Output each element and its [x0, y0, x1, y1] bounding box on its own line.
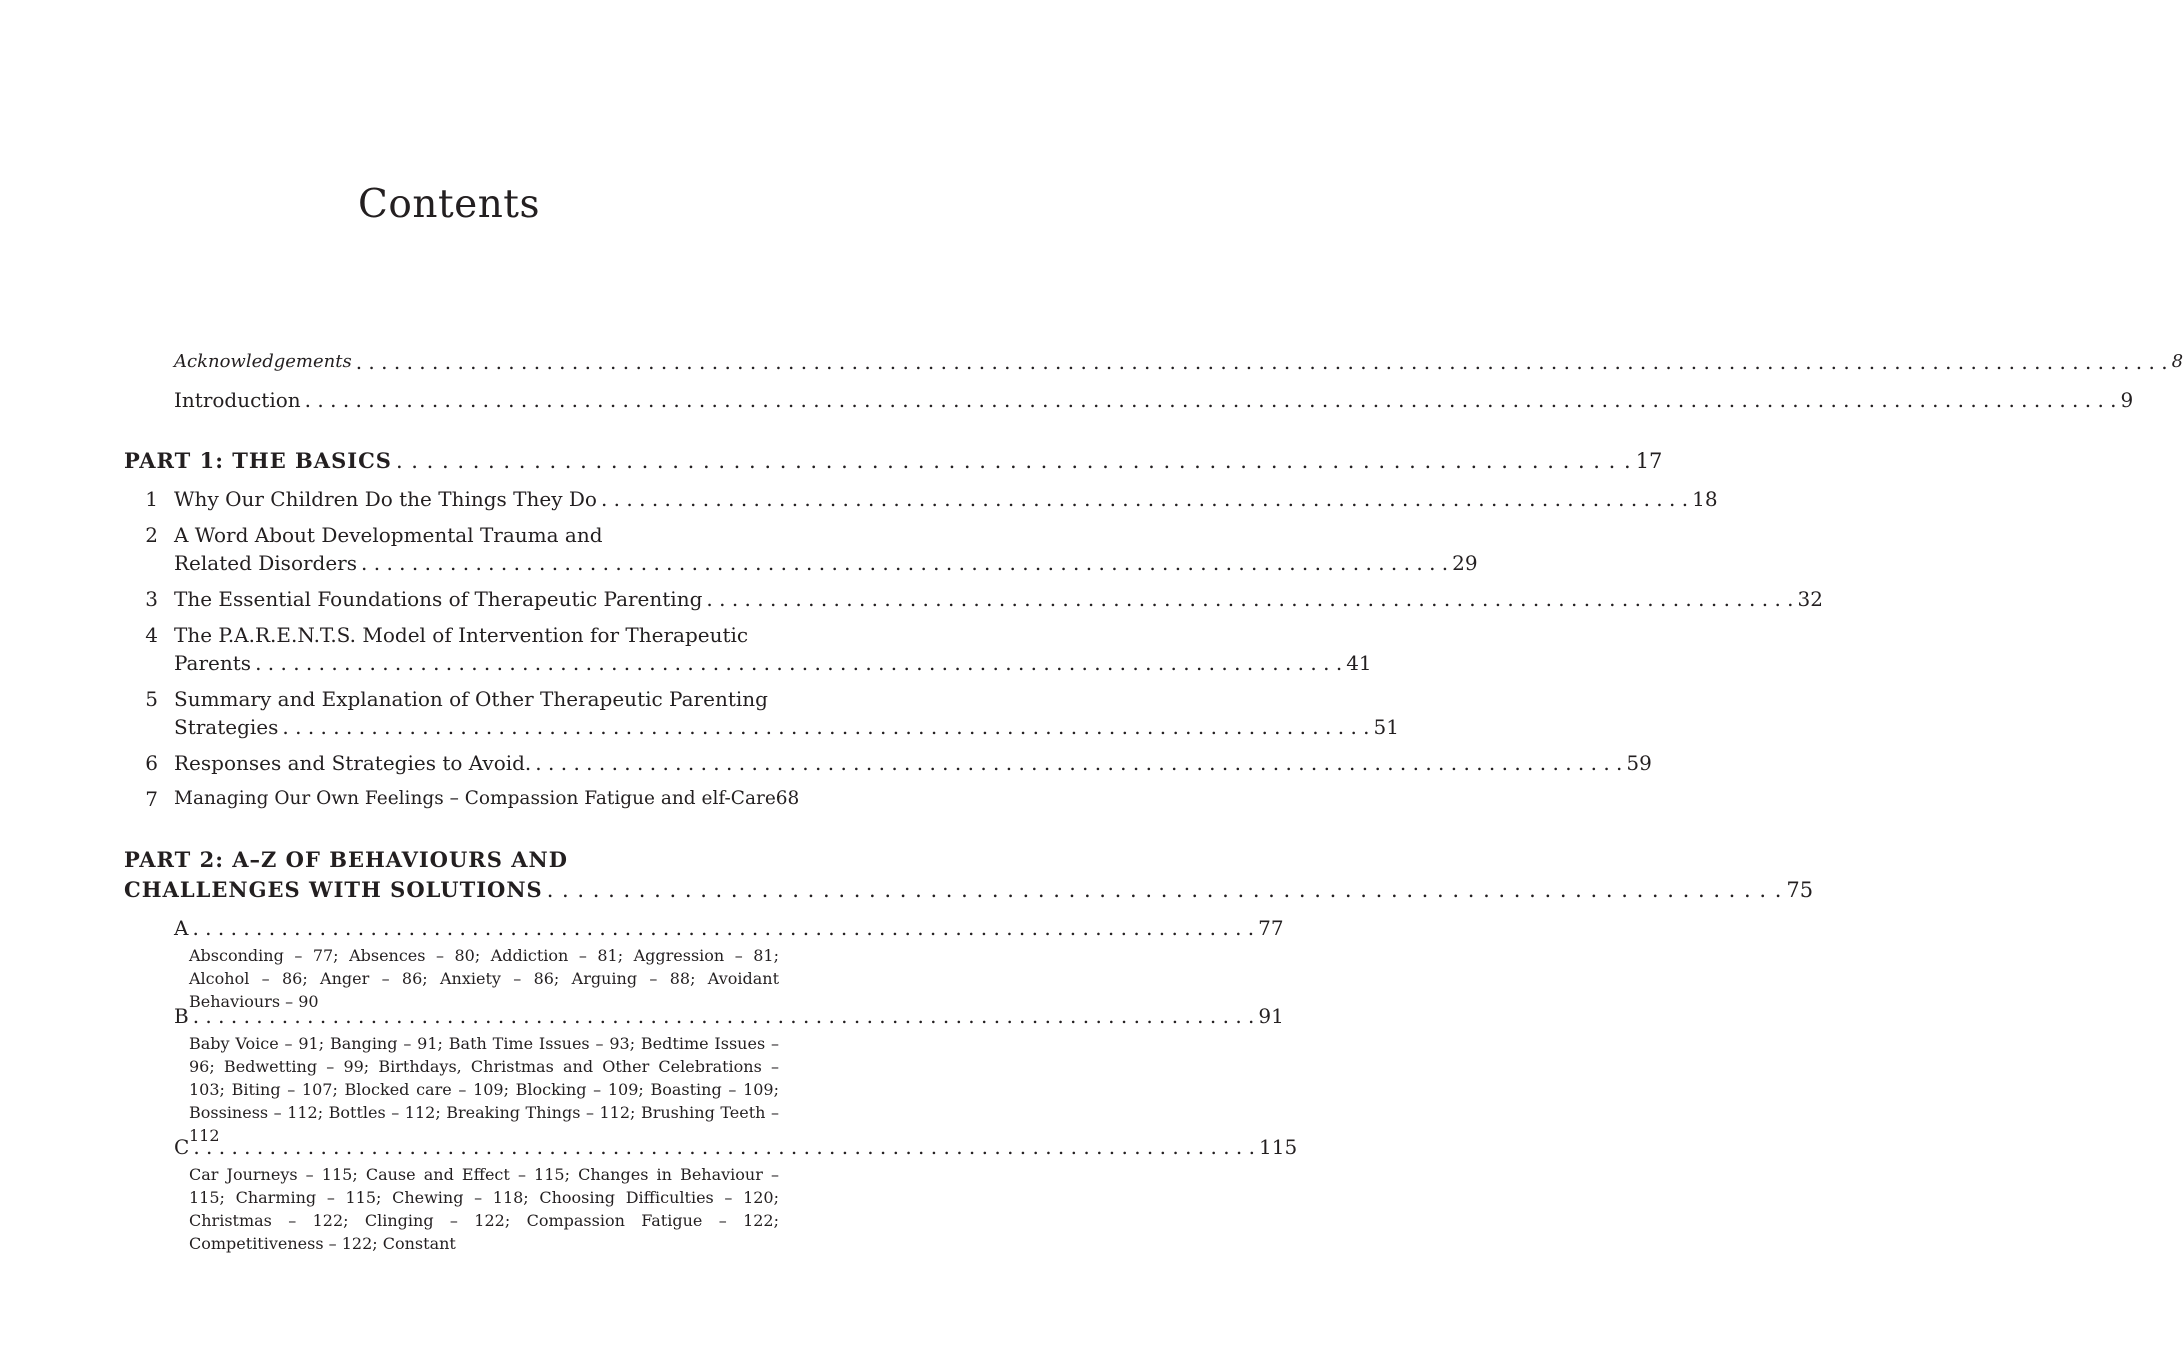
chapter-title-continued: Parents [174, 651, 252, 675]
chapter-title: The Essential Foundations of Therapeutic Parenting [174, 587, 703, 611]
chapter-page-number: 29 [1452, 551, 1478, 575]
toc-chapter-6[interactable] [124, 749, 1652, 777]
part-heading-1[interactable] [124, 446, 1663, 476]
chapter-title: Managing Our Own Feelings – Compassion Fatigue and elf-Care [174, 788, 776, 809]
chapter-title: A Word About Developmental Trauma and [174, 523, 603, 547]
leader-dots [278, 713, 1373, 741]
page-title: Contents [358, 182, 540, 227]
part-title-continued: CHALLENGES WITH SOLUTIONS [124, 877, 543, 902]
letter-heading: B [174, 1004, 189, 1028]
chapter-number: 3 [145, 587, 158, 611]
chapter-title: Summary and Explanation of Other Therapeutic Parenting [174, 687, 768, 711]
toc-letter-c[interactable] [174, 1133, 1298, 1255]
entry-page-number: 8 [2171, 351, 2183, 372]
entry-label: Acknowledgements [174, 351, 352, 372]
letter-topic-list: Baby Voice – 91; Banging – 91; Bath Time Issues – 93; Bedtime Issues – 96; Bedwetting – 99; Birthdays, Christmas and Other Celebrations – 103; Biting – 107; Blocked care – 109; Blocking – 109; Boasting – 109; Bossiness – 112; Bottles – 112; Breaking Things – 112; Brushing Teeth – 112 [189, 1034, 779, 1145]
chapter-page-number: 68 [775, 788, 800, 809]
leader-dots [597, 485, 1692, 513]
toc-chapter-1[interactable] [124, 485, 1718, 513]
leader-dots [352, 349, 2172, 375]
leader-dots [543, 875, 1787, 905]
leader-dots [189, 1133, 1259, 1161]
entry-label: Introduction [174, 388, 301, 412]
part-title: PART 2: A–Z OF BEHAVIOURS AND [124, 847, 568, 872]
letter-page-number: 115 [1259, 1135, 1298, 1159]
toc-chapter-3[interactable] [124, 585, 1823, 613]
leader-dots [702, 585, 1797, 613]
chapter-number: 2 [145, 523, 158, 547]
leader-dots [301, 387, 2121, 413]
part-page-number: 17 [1635, 449, 1663, 473]
toc-chapter-4[interactable] [124, 621, 1372, 677]
toc-entry-introduction[interactable] [174, 387, 2134, 413]
letter-page-number: 91 [1258, 1004, 1284, 1028]
leader-dots [188, 914, 1258, 942]
leader-dots [357, 549, 1452, 577]
chapter-page-number: 32 [1797, 587, 1823, 611]
toc-chapter-7[interactable] [124, 785, 800, 813]
chapter-page-number: 51 [1373, 715, 1399, 739]
chapter-page-number: 41 [1346, 651, 1372, 675]
letter-topic-list: Absconding – 77; Absences – 80; Addiction – 81; Aggression – 81; Alcohol – 86; Anger – 86; Anxiety – 86; Arguing – 88; Avoidant Behaviours – 90 [189, 946, 779, 1011]
toc-chapter-5[interactable] [124, 685, 1399, 741]
letter-page-number: 77 [1258, 916, 1284, 940]
letter-heading: A [174, 916, 189, 940]
chapter-number: 7 [145, 787, 158, 811]
entry-page-number: 9 [2120, 388, 2134, 412]
letter-topic-list: Car Journeys – 115; Cause and Effect – 115; Changes in Behaviour – 115; Charming – 115; Chewing – 118; Choosing Difficulties – 120; Christmas – 122; Clinging – 122; Compassion Fatigue – 122; Competitiveness – 122; Constant [189, 1165, 779, 1253]
part-page-number: 75 [1786, 878, 1814, 902]
chapter-page-number: 59 [1626, 751, 1652, 775]
chapter-title: The P.A.R.E.N.T.S. Model of Intervention for Therapeutic [174, 623, 749, 647]
chapter-title-continued: Related Disorders [174, 551, 358, 575]
toc-chapter-2[interactable] [124, 521, 1478, 577]
chapter-number: 6 [145, 751, 158, 775]
toc-entry-acknowledgements[interactable] [174, 349, 2183, 375]
leader-dots [189, 1002, 1259, 1030]
toc-letter-b[interactable] [174, 1002, 1284, 1147]
chapter-number: 5 [145, 687, 158, 711]
chapter-title: Responses and Strategies to Avoid. [174, 751, 532, 775]
leader-dots [531, 749, 1626, 777]
letter-heading: C [174, 1135, 190, 1159]
chapter-number: 1 [145, 487, 158, 511]
chapter-page-number: 18 [1692, 487, 1718, 511]
leader-dots [392, 446, 1636, 476]
toc-letter-a[interactable] [174, 914, 1284, 1013]
part-heading-2[interactable] [124, 845, 1814, 905]
part-title: PART 1: THE BASICS [124, 448, 392, 473]
chapter-title: Why Our Children Do the Things They Do [174, 487, 597, 511]
chapter-number: 4 [145, 623, 158, 647]
chapter-title-continued: Strategies [174, 715, 279, 739]
leader-dots [251, 649, 1346, 677]
